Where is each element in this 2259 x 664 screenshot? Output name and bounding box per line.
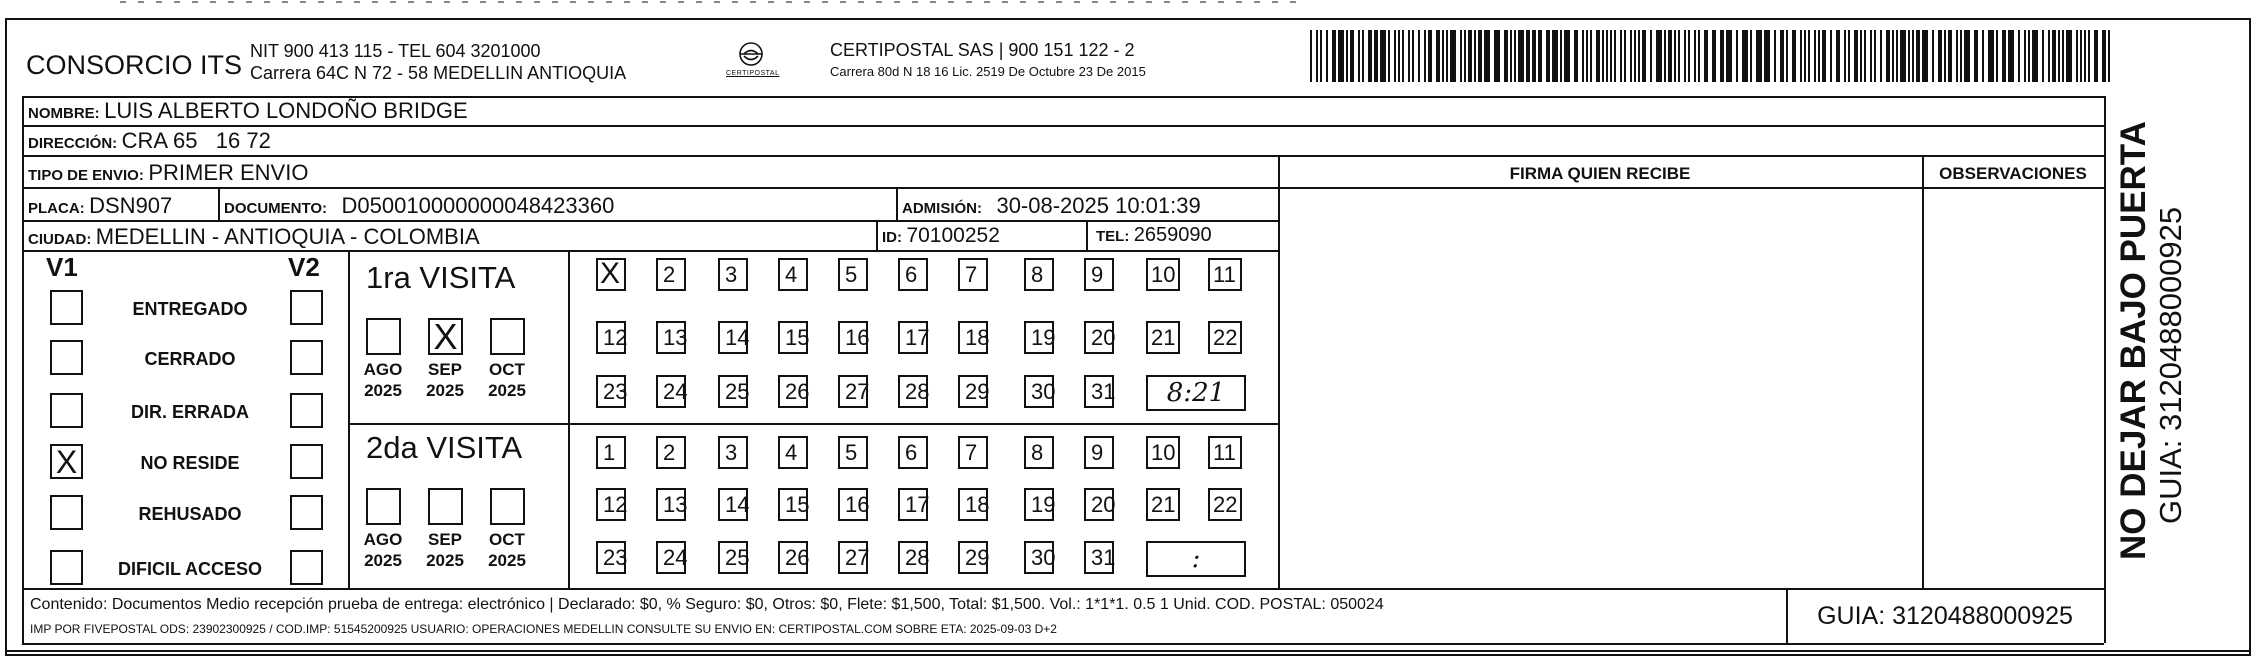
placa-value: DSN907: [89, 193, 173, 218]
documento-label: DOCUMENTO:: [224, 200, 328, 217]
visita1-day-box[interactable]: 3: [718, 258, 748, 291]
firma-left-border: [1278, 155, 1280, 588]
visita2-day-box[interactable]: 21: [1146, 488, 1180, 521]
top-edge-marks: [0, 0, 2259, 6]
status-v1-checkbox[interactable]: [50, 550, 83, 585]
visita2-month-year: 2025: [488, 551, 526, 570]
visita1-day-box[interactable]: 9: [1084, 258, 1114, 291]
visita1-month-year: 2025: [426, 381, 464, 400]
status-divider: [348, 250, 350, 588]
firma-header: FIRMA QUIEN RECIBE: [1509, 164, 1691, 183]
nombre-label: NOMBRE:: [28, 105, 100, 122]
visita1-day-box[interactable]: 6: [898, 258, 928, 291]
status-v2-checkbox[interactable]: [290, 444, 323, 479]
side-warning: NO DEJAR BAJO PUERTA: [2114, 121, 2153, 560]
ciudad-row: [28, 224, 480, 250]
company-nit: NIT 900 413 115 - TEL 604 3201000: [250, 41, 541, 61]
visita2-day-box[interactable]: 2: [656, 436, 686, 469]
visita1-day-box[interactable]: X: [596, 258, 626, 291]
side-guia: GUIA: 3120488000925: [2153, 206, 2188, 524]
visita2-day-box[interactable]: 11: [1208, 436, 1242, 469]
status-label: ENTREGADO: [132, 299, 248, 319]
tipo-value: PRIMER ENVIO: [148, 160, 309, 185]
nombre-row: [28, 98, 468, 124]
visita2-month-checkbox[interactable]: [428, 488, 463, 525]
visita1-title: 1ra VISITA: [366, 260, 516, 295]
visita2-day-box[interactable]: 30: [1024, 541, 1054, 574]
visita2-day-box[interactable]: 10: [1146, 436, 1180, 469]
status-v1-checkbox[interactable]: [50, 495, 83, 530]
tel-value: 2659090: [1133, 224, 1212, 246]
visita2-day-box[interactable]: 7: [958, 436, 988, 469]
visita2-month-checkbox[interactable]: [366, 488, 401, 525]
rule-visita-mid: [348, 423, 1278, 425]
visita1-time-box[interactable]: 8:21: [1146, 375, 1246, 411]
admision-row: [902, 193, 1201, 219]
visita2-month-year: 2025: [426, 551, 464, 570]
visita2-day-box[interactable]: 3: [718, 436, 748, 469]
visita2-day-box[interactable]: 31: [1084, 541, 1114, 574]
company-address: Carrera 64C N 72 - 58 MEDELLIN ANTIOQUIA: [250, 63, 627, 83]
id-divider: [1086, 220, 1088, 250]
status-v2-checkbox[interactable]: [290, 340, 323, 375]
documento-value: D050010000000048423360: [341, 193, 615, 218]
id-label: ID:: [882, 229, 902, 246]
visita2-title: 2da VISITA: [366, 430, 523, 465]
visita1-day-box[interactable]: 18: [958, 321, 988, 354]
visita2-day-box[interactable]: 28: [898, 541, 928, 574]
visita2-month-year: 2025: [364, 551, 402, 570]
visita2-day-box[interactable]: 4: [778, 436, 808, 469]
ciudad-divider: [876, 220, 878, 250]
status-v1-checkbox[interactable]: [50, 290, 83, 325]
visita1-day-box[interactable]: 28: [898, 375, 928, 408]
visita2-day-box[interactable]: 18: [958, 488, 988, 521]
visita1-day-box[interactable]: 23: [596, 375, 626, 408]
tipo-row: [28, 160, 308, 186]
ciudad-label: CIUDAD:: [28, 231, 92, 248]
visita2-day-box[interactable]: 19: [1024, 488, 1054, 521]
visita2-day-box[interactable]: 20: [1084, 488, 1114, 521]
visita2-day-box[interactable]: 6: [898, 436, 928, 469]
visita1-day-box[interactable]: 13: [656, 321, 686, 354]
visita1-month-label: AGO: [363, 360, 403, 379]
visita2-day-box[interactable]: 5: [838, 436, 868, 469]
rule-placa: [22, 220, 1278, 222]
ciudad-value: MEDELLIN - ANTIOQUIA - COLOMBIA: [95, 224, 480, 249]
status-label: DIFICIL ACCESO: [117, 559, 262, 579]
visita1-day-box[interactable]: 14: [718, 321, 748, 354]
placa-divider: [218, 187, 220, 220]
visita1-day-box[interactable]: 27: [838, 375, 868, 408]
visita1-day-box[interactable]: 25: [718, 375, 748, 408]
tipo-label: TIPO DE ENVIO:: [28, 167, 144, 184]
visita2-day-box[interactable]: 24: [656, 541, 686, 574]
visita2-month-label: AGO: [363, 530, 403, 549]
visita2-day-box[interactable]: 17: [898, 488, 928, 521]
obs-left-border: [1922, 155, 1924, 588]
rule-section-bottom: [22, 588, 2104, 590]
status-v2-checkbox[interactable]: [290, 550, 323, 585]
v1-label: V1: [46, 252, 78, 282]
rule-firma-header: [1278, 187, 2104, 189]
visita1-day-box[interactable]: 2: [656, 258, 686, 291]
admision-value: 30-08-2025 10:01:39: [996, 193, 1201, 218]
nombre-value: LUIS ALBERTO LONDOÑO BRIDGE: [104, 98, 468, 123]
visita2-day-box[interactable]: 22: [1208, 488, 1242, 521]
visita1-month-checkbox[interactable]: [490, 318, 525, 355]
status-v2-checkbox[interactable]: [290, 495, 323, 530]
visita2-day-box[interactable]: 12: [596, 488, 626, 521]
company-name: CONSORCIO ITS: [26, 50, 243, 80]
visita2-day-box[interactable]: 9: [1084, 436, 1114, 469]
visita1-day-box[interactable]: 24: [656, 375, 686, 408]
outer-bottom-double: [5, 650, 2251, 652]
visita1-day-box[interactable]: 5: [838, 258, 868, 291]
rule-nombre: [22, 125, 2104, 127]
certipostal-line: CERTIPOSTAL SAS | 900 151 122 - 2: [830, 40, 1135, 60]
certipostal-logo: [726, 38, 780, 86]
visita2-day-box[interactable]: 15: [778, 488, 808, 521]
visita1-day-box[interactable]: 7: [958, 258, 988, 291]
documento-divider: [896, 187, 898, 220]
visita1-day-box[interactable]: 22: [1208, 321, 1242, 354]
visita2-month-checkbox[interactable]: [490, 488, 525, 525]
visita2-time-box[interactable]: :: [1146, 541, 1246, 577]
documento-row: [224, 193, 614, 219]
visita1-day-box[interactable]: 20: [1084, 321, 1114, 354]
visita1-day-box[interactable]: 21: [1146, 321, 1180, 354]
visita1-day-box[interactable]: 15: [778, 321, 808, 354]
visita1-month-label: SEP: [427, 360, 463, 379]
visita1-day-box[interactable]: 8: [1024, 258, 1054, 291]
certipostal-logo-text: CERTIPOSTAL: [726, 70, 780, 77]
visita1-month-checkbox[interactable]: X: [428, 318, 463, 355]
footer-guia: GUIA: 3120488000925: [1817, 602, 2073, 630]
status-label: REHUSADO: [138, 504, 242, 524]
status-v1-checkbox[interactable]: [50, 393, 83, 428]
visita1-day-box[interactable]: 31: [1084, 375, 1114, 408]
visita2-day-box[interactable]: 27: [838, 541, 868, 574]
visita2-day-box[interactable]: 1: [596, 436, 626, 469]
visita2-day-box[interactable]: 26: [778, 541, 808, 574]
footer-line2: IMP POR FIVEPOSTAL ODS: 23902300925 / COD.IMP: 51545200925 USUARIO: OPERACIONES MEDELLIN CONSULTE SU ENVIO EN: CERTIPOSTAL.COM SOBRE ETA: 2025-09-03 D+2: [30, 622, 1057, 636]
status-label: NO RESIDE: [140, 453, 240, 473]
visita2-day-box[interactable]: 25: [718, 541, 748, 574]
visita1-day-box[interactable]: 19: [1024, 321, 1054, 354]
visita2-month-label: SEP: [427, 530, 463, 549]
status-v1-checkbox[interactable]: X: [50, 444, 83, 479]
tel-row: [1096, 224, 1212, 247]
footer-line1: Contenido: Documentos Medio recepción prueba de entrega: electrónico | Declarado: $0, % Seguro: $0, Otros: $0, Flete: $1,500, Total: $1,500. Vol.: 1*1*1. 0.5 1 Unid. COD. POSTAL: 050024: [30, 596, 1384, 613]
visita2-day-box[interactable]: 29: [958, 541, 988, 574]
visita2-day-box[interactable]: 16: [838, 488, 868, 521]
rule-footer-bottom: [22, 643, 2104, 645]
visita1-day-box[interactable]: 11: [1208, 258, 1242, 291]
left-border: [22, 96, 24, 643]
direccion-value: CRA 65 16 72: [121, 128, 271, 153]
visita1-day-box[interactable]: 26: [778, 375, 808, 408]
visita2-day-box[interactable]: 13: [656, 488, 686, 521]
barcode: [1310, 30, 2110, 82]
visita1-day-box[interactable]: 29: [958, 375, 988, 408]
visita1-day-box[interactable]: 30: [1024, 375, 1054, 408]
observaciones-header: OBSERVACIONES: [1939, 164, 2087, 183]
visita2-day-box[interactable]: 23: [596, 541, 626, 574]
visita1-day-box[interactable]: 16: [838, 321, 868, 354]
placa-row: [28, 193, 172, 219]
id-value: 70100252: [906, 224, 1000, 247]
admision-label: ADMISIÓN:: [902, 200, 982, 217]
visita2-month-label: OCT: [489, 530, 525, 549]
certipostal-address: Carrera 80d N 18 16 Lic. 2519 De Octubre 23 De 2015: [830, 64, 1146, 79]
visita1-day-box[interactable]: 17: [898, 321, 928, 354]
direccion-label: DIRECCIÓN:: [28, 135, 118, 152]
rule-ciudad: [22, 250, 1278, 252]
visita1-month-label: OCT: [489, 360, 525, 379]
visita2-day-box[interactable]: 8: [1024, 436, 1054, 469]
placa-label: PLACA:: [28, 200, 85, 217]
status-v1-checkbox[interactable]: [50, 340, 83, 375]
v2-label: V2: [288, 252, 320, 282]
visita1-day-box[interactable]: 10: [1146, 258, 1180, 291]
visita1-day-box[interactable]: 12: [596, 321, 626, 354]
visita1-day-box[interactable]: 4: [778, 258, 808, 291]
id-row: [882, 224, 1000, 248]
visita-months-divider: [568, 250, 570, 588]
visita2-day-box[interactable]: 14: [718, 488, 748, 521]
visita1-month-year: 2025: [364, 381, 402, 400]
visita1-month-checkbox[interactable]: [366, 318, 401, 355]
direccion-row: [28, 128, 271, 154]
side-text: [2114, 60, 2194, 560]
visita1-month-year: 2025: [488, 381, 526, 400]
rule-direccion: [22, 155, 2104, 157]
tel-label: TEL:: [1096, 228, 1130, 245]
status-v2-checkbox[interactable]: [290, 393, 323, 428]
status-label: DIR. ERRADA: [130, 402, 249, 422]
right-border: [2104, 96, 2106, 643]
status-label: CERRADO: [144, 349, 236, 369]
status-v2-checkbox[interactable]: [290, 290, 323, 325]
